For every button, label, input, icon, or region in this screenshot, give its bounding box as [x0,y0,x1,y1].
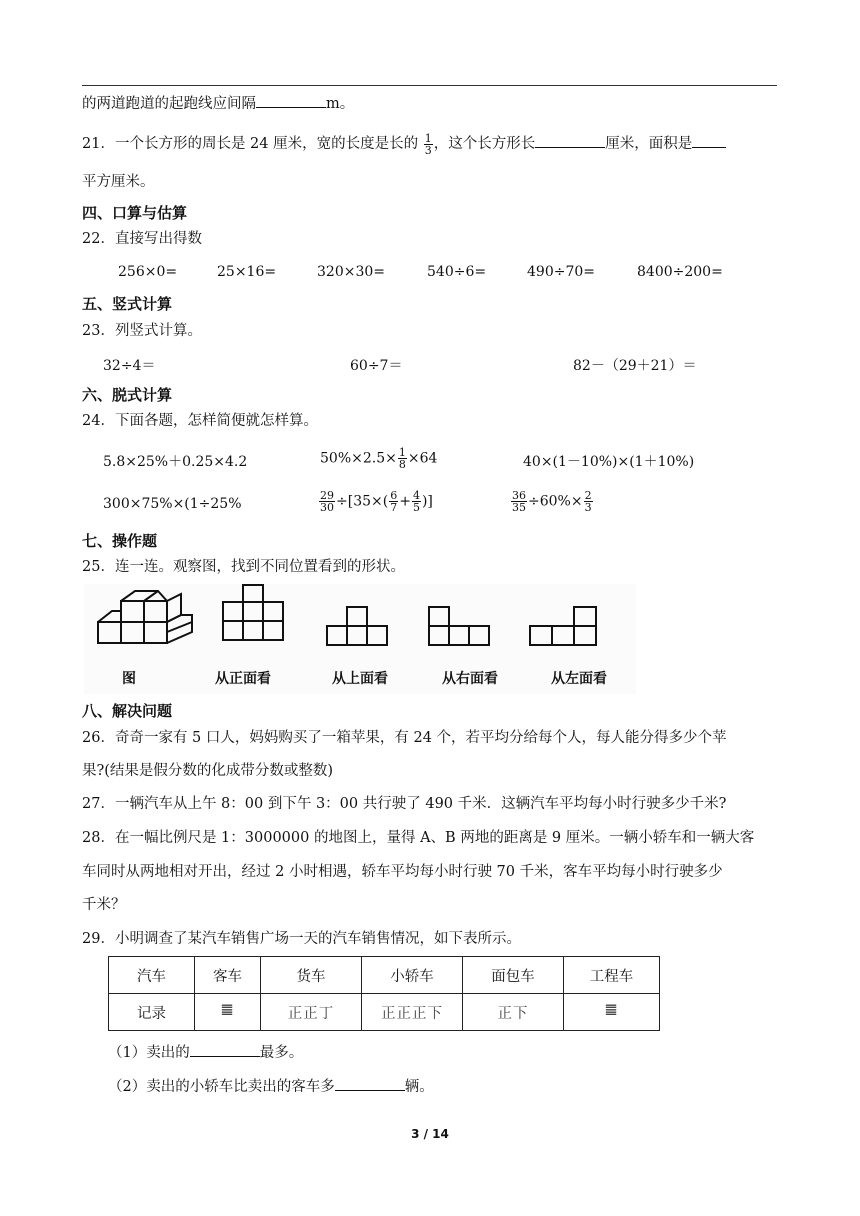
frac-num: 36 [512,489,526,502]
frac-den: 8 [398,458,406,471]
frac-num: 4 [412,489,420,502]
q22-item: 540÷6= [427,264,487,280]
expr-text: 50%×2.5× [320,450,397,467]
section-8-title: 八、解决问题 [82,702,173,720]
frac-num: 2 [584,489,592,502]
table-row-label: 记录 [109,994,195,1031]
q22-stem: 22．直接写出得数 [82,231,202,247]
q26-line1: 26．奇奇一家有 5 口人，妈妈购买了一箱苹果，有 24 个，若平均分给每个人，每人能分得多少个苹 [82,730,727,746]
frac-den: 35 [512,501,526,514]
q29-sub2 [108,1075,434,1097]
cube-views-figure [84,584,636,694]
q23-item: 60÷7＝ [350,358,403,374]
answer-blank[interactable] [335,1075,405,1091]
q22-item: 8400÷200= [637,264,723,280]
caption-right-view: 从右面看 [442,671,498,687]
q24-expr-2 [320,447,437,470]
q24-expr-6 [510,490,594,513]
caption-front-view: 从正面看 [215,671,271,687]
table-header-cell: 汽车 [109,957,195,994]
q21-text3: 厘米，面积是 [605,136,693,152]
expr-text: ÷60%× [528,493,583,510]
frac-num: 6 [390,489,398,502]
caption-left-view: 从左面看 [551,671,607,687]
page-number: 3 / 14 [411,1127,449,1141]
q21-line1 [82,132,726,156]
sub-text: （2）卖出的小轿车比卖出的客车多 [108,1079,335,1095]
q29-stem: 29．小明调查了某汽车销售广场一天的汽车销售情况，如下表所示。 [82,931,521,947]
expr-text: ÷[35×( [336,493,389,510]
table-header-cell: 小轿车 [362,957,463,994]
fraction [412,490,421,513]
section-5-title: 五、竖式计算 [82,295,173,313]
expr-text: + [399,493,411,510]
frac-den: 30 [320,501,334,514]
answer-blank-area[interactable] [692,132,726,148]
q22-item: 490÷70= [527,264,595,280]
top-view-shape [327,607,387,645]
q23-item: 82－（29＋21）＝ [573,358,697,374]
expr-text: ×64 [407,450,438,467]
q28-line2: 车同时从两地相对开出，经过 2 小时相遇，轿车平均每小时行驶 70 千米，客车平均每小时行驶多少 [82,864,723,880]
fraction [511,490,527,513]
tally-cell: 正下 [463,994,564,1031]
section-4-title: 四、口算与估算 [82,204,188,222]
frac-den: 3 [424,143,432,157]
q23-item: 32÷4＝ [103,358,156,374]
tally-cell: 𝍤 [195,994,261,1031]
section-6-title: 六、脱式计算 [82,386,173,404]
caption-figure: 图 [122,671,136,687]
table-header-cell: 工程车 [564,957,660,994]
q28-line1: 28．在一幅比例尺是 1：3000000 的地图上，量得 A、B 两地的距离是 9 厘米。一辆小轿车和一辆大客 [82,830,755,846]
cube-solid [98,591,192,643]
q21-line2: 平方厘米。 [82,174,155,190]
tally-cell: 正正丁 [261,994,362,1031]
q21-text1: 21．一个长方形的周长是 24 厘米，宽的长度是长的 [82,136,419,152]
q25-stem: 25．连一连。观察图，找到不同位置看到的形状。 [82,559,405,575]
fraction [389,490,398,513]
q20-text: 的两道跑道的起跑线应间隔 [82,96,256,112]
q24-expr-1: 5.8×25%＋0.25×4.2 [103,454,248,470]
answer-blank-length[interactable] [535,132,605,148]
table-header-cell: 客车 [195,957,261,994]
tally-cell: 𝍤 [564,994,660,1031]
q22-item: 256×0= [118,264,178,280]
q24-expr-4: 300×75%×(1÷25% [103,496,242,512]
q20-unit: m。 [326,96,355,112]
expr-text: )] [421,493,433,510]
answer-blank[interactable] [256,92,326,108]
frac-num: 1 [398,446,406,459]
caption-top-view: 从上面看 [332,671,388,687]
right-view-shape [429,607,489,645]
frac-den: 7 [390,501,398,514]
q21-text2: ，这个长方形长 [433,136,536,152]
section-7-title: 七、操作题 [82,532,158,550]
sub-text: 辆。 [404,1079,434,1095]
q22-item: 25×16= [217,264,277,280]
front-view-shape [223,585,283,640]
frac-den: 5 [412,501,420,514]
q24-expr-3: 40×(1－10%)×(1＋10%) [523,454,695,470]
q24-expr-5 [318,490,433,513]
tally-cell: 正正正下 [362,994,463,1031]
frac-num: 29 [320,489,334,502]
q24-stem: 24．下面各题，怎样简便就怎样算。 [82,413,318,429]
table-row [109,994,660,1031]
answer-blank[interactable] [190,1041,260,1057]
q22-item: 320×30= [317,264,385,280]
q29-sub1 [108,1041,303,1063]
q20-tail [82,92,354,114]
frac-den: 3 [584,501,592,514]
header-rule [82,85,777,86]
q26-line2: 果?(结果是假分数的化成带分数或整数) [82,763,334,779]
q27-line1: 27．一辆汽车从上午 8：00 到下午 3：00 共行驶了 490 千米．这辆汽车平均每小时行驶多少千米? [82,796,727,812]
q23-stem: 23．列竖式计算。 [82,323,202,339]
table-row [109,957,660,994]
table-header-cell: 货车 [261,957,362,994]
sales-record-table [108,956,660,1031]
table-header-cell: 面包车 [463,957,564,994]
frac-num: 1 [424,131,432,145]
fraction-one-third [424,133,433,156]
left-view-shape [530,607,596,645]
fraction [584,490,593,513]
sub-text: 最多。 [259,1045,304,1061]
fraction [398,447,407,470]
fraction [319,490,335,513]
sub-text: （1）卖出的 [108,1045,190,1061]
q28-line3: 千米？ [82,897,126,913]
